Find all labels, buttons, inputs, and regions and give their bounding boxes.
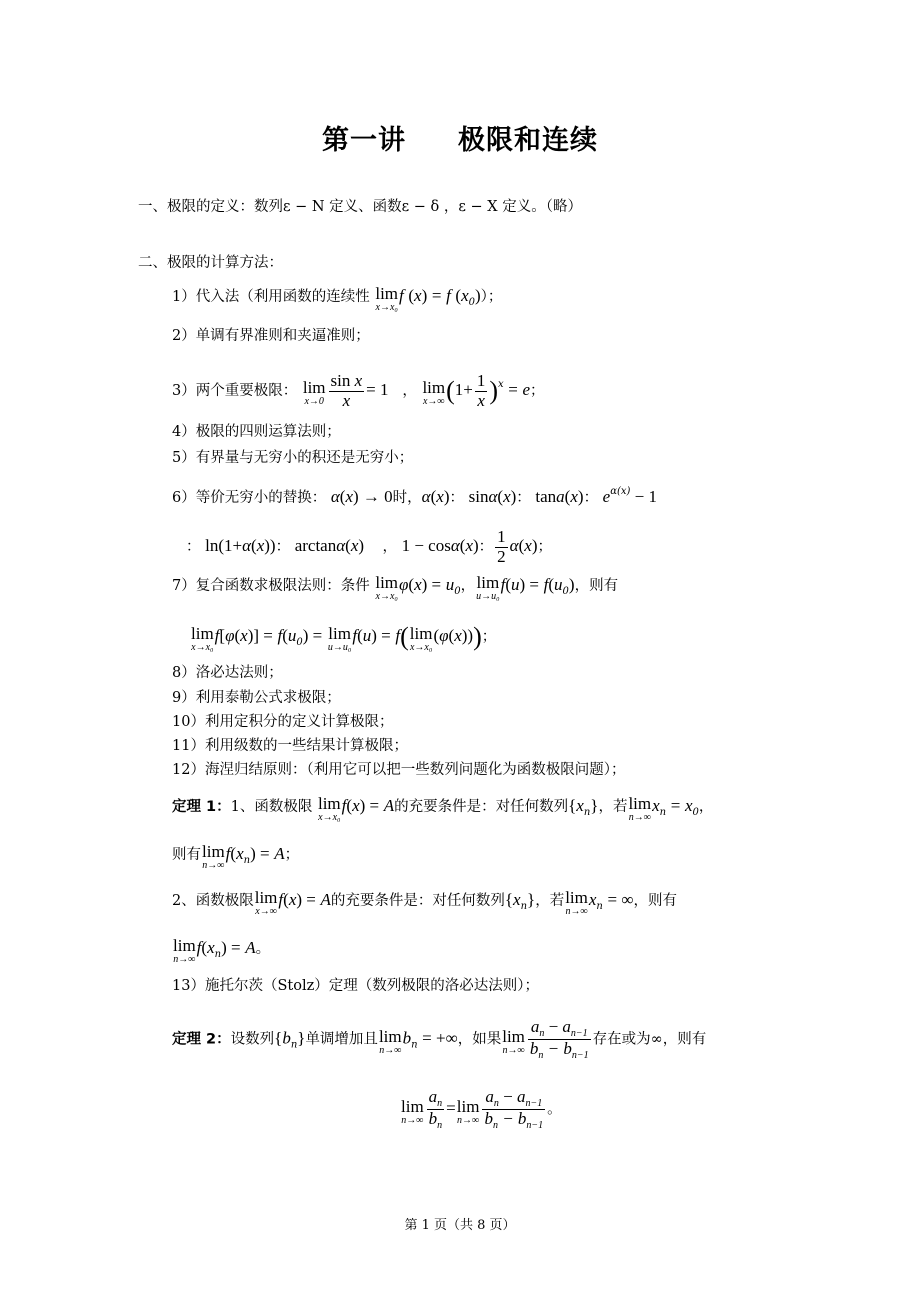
item-3: 3）两个重要极限： lim x→0 $\frac{\text{sin x}}{x}$ = 1 ， lim x→∞ (1+ $\frac{1}{x}$ )$^x$ = e； (172, 371, 545, 410)
item-13: 13）施托尔茨（Stolz）定理（数列极限的洛必达法则）； (172, 978, 539, 994)
item-6-continued: ： ln(1+α(x))： arctanα(x) ， 1 − cosα(x)： $\frac{1}{2}$ α(x)； (186, 527, 552, 566)
item-4: 4）极限的四则运算法则； (172, 424, 341, 440)
item-12: 12）海涅归结原则：（利用它可以把一些数列问题化为函数极限问题）； (172, 762, 626, 778)
theorem-1-label: 定理 1： (172, 799, 231, 815)
item-5: 5）有界量与无穷小的积还是无穷小； (172, 450, 414, 466)
section-1: 一、极限的定义：数列ε − N 定义、函数ε − δ ，ε − X 定义。（略） (138, 199, 582, 215)
theorem-1-part-2: 2、函数极限 lim x→∞ f(x) = A的充要条件是：对任何数列$\{x_n\}$，若 lim n→∞ $x_n$ = ∞，则有 (172, 888, 677, 917)
item-6: 6）等价无穷小的替换： α(x) → 0时，α(x)： sinα(x)： tana(x)： $e^{\alpha(x)} - 1$ (172, 486, 658, 506)
theorem-1-conclusion-2: lim n→∞ $f(x_n) = A$。 (173, 936, 271, 965)
item-10: 10）利用定积分的定义计算极限； (172, 714, 394, 730)
theorem-1-conclusion-1: 则有 lim n→∞ $f(x_n) = A$； (172, 842, 300, 871)
page-footer: 第 1 页（共 8 页） (404, 1218, 516, 1233)
item-11: 11）利用级数的一些结果计算极限； (172, 738, 408, 754)
title-part-2: 极限和连续 (458, 125, 598, 156)
item-7: 7）复合函数求极限法则：条件 lim x→x₀ $\varphi(x) = u_0$， lim u→u₀ $f(u) = f(u_0)$，则有 (172, 573, 619, 602)
page-title (0, 118, 920, 157)
theorem-2-formula: lim n→∞ $\frac{a_n}{b_n}$ = lim n→∞ $\frac{a_n - a_{n-1}}{b_n - b_{n-1}}$ 。 (401, 1087, 562, 1131)
theorem-1-part-1: 定理 1：1、函数极限 lim x→x₀ f(x) = A的充要条件是：对任何数列$\{x_n\}$，若 lim n→∞ $x_n = x_0$， (172, 794, 714, 823)
item-1: 1）代入法（利用函数的连续性 lim x→x₀ f (x) = f $(x_0)$）； (172, 284, 503, 313)
item-8: 8）洛必达法则； (172, 665, 283, 681)
theorem-2: 定理 2：设数列$\{b_n\}$单调增加且 lim n→∞ $b_n$ = +∞，如果 lim n→∞ $\frac{a_n - a_{n-1}}{b_n - b_{n-1}}$ 存在或为∞，则有 (172, 1017, 707, 1061)
section-2-heading: 二、极限的计算方法： (138, 255, 283, 271)
item-9: 9）利用泰勒公式求极限； (172, 690, 341, 706)
title-part-1: 第一讲 (322, 125, 406, 156)
item-2: 2）单调有界准则和夹逼准则； (172, 328, 370, 344)
item-7-formula: lim x→x₀ $f[\varphi(x)] = f(u_0)$ = lim u→u₀ f(u) = f( lim x→x₀ (φ(x)))； (191, 622, 497, 653)
theorem-2-label: 定理 2： (172, 1031, 231, 1048)
